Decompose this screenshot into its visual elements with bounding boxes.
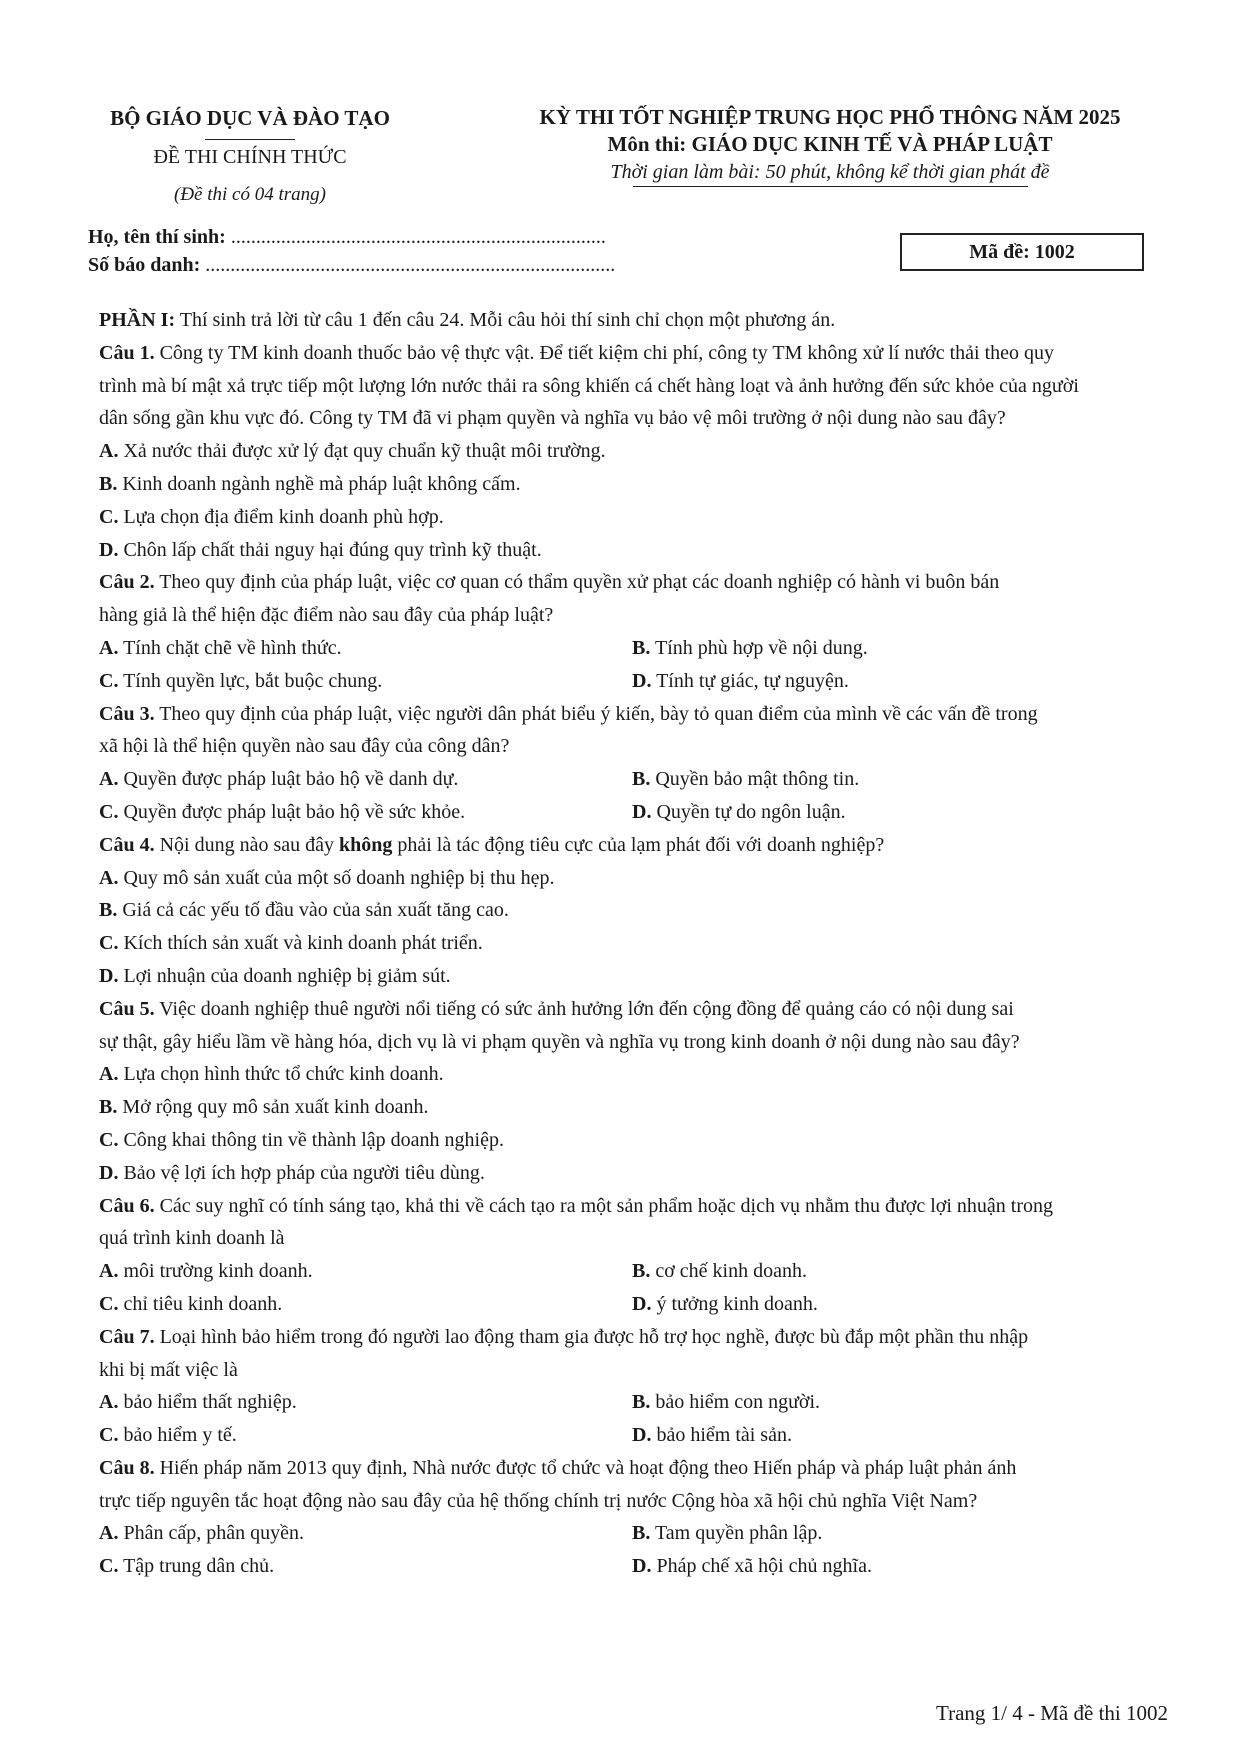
option-b: B. Giá cả các yếu tố đầu vào của sản xuất tăng cao. [99, 899, 509, 922]
option-b: B. Kinh doanh ngành nghề mà pháp luật không cấm. [99, 472, 521, 495]
option-row [99, 1255, 1165, 1288]
question-7-line: khi bị mất việc là [99, 1358, 238, 1381]
option-a: A. Quy mô sản xuất của một số doanh nghiệp bị thu hẹp. [99, 866, 555, 889]
header-left [100, 104, 400, 209]
question-1-line: dân sống gần khu vực đó. Công ty TM đã vi phạm quyền và nghĩa vụ bảo vệ môi trường ở nội dung nào sau đây? [99, 407, 1006, 430]
question-5-line: sự thật, gây hiểu lầm về hàng hóa, dịch vụ là vi phạm quyền và nghĩa vụ trong kinh doanh ở nội dung nào sau đây? [99, 1030, 1020, 1053]
option-d: D. Tính tự giác, tự nguyện. [632, 669, 849, 692]
page-footer: Trang 1/ 4 - Mã đề thi 1002 [936, 1701, 1168, 1725]
option-b: B. Mở rộng quy mô sản xuất kinh doanh. [99, 1096, 429, 1119]
option-c: C. Quyền được pháp luật bảo hộ về sức khỏe. [99, 800, 466, 823]
option-row [99, 1517, 1165, 1550]
candidate-id-blank: .................................................................................. [200, 254, 616, 276]
option-a: A. bảo hiểm thất nghiệp. [99, 1391, 297, 1414]
option-row [99, 1386, 1165, 1419]
option-a: A. Quyền được pháp luật bảo hộ về danh dự. [99, 768, 459, 791]
exam-code-box: Mã đề: 1002 [900, 233, 1144, 271]
time-note: Thời gian làm bài: 50 phút, không kể thời gian phát đề [610, 161, 1050, 183]
ministry-underline [205, 139, 295, 140]
option-b: B. Tính phù hợp về nội dung. [632, 636, 868, 659]
option-c: C. bảo hiểm y tế. [99, 1424, 237, 1447]
option-row [99, 1419, 1165, 1452]
question-8: Câu 8. Hiến pháp năm 2013 quy định, Nhà nước được tổ chức và hoạt động theo Hiến pháp và pháp luật phản ánh [99, 1456, 1017, 1479]
ministry-name: BỘ GIÁO DỤC VÀ ĐÀO TẠO [110, 106, 390, 130]
question-7: Câu 7. Loại hình bảo hiểm trong đó người lao động tham gia được hỗ trợ học nghề, được bù đắp một phần thu nhập [99, 1325, 1029, 1348]
option-row [99, 1550, 1165, 1583]
question-2: Câu 2. Theo quy định của pháp luật, việc cơ quan có thẩm quyền xử phạt các doanh nghiệp có hành vi buôn bán [99, 571, 1000, 594]
option-c: C. Tập trung dân chủ. [99, 1555, 275, 1578]
option-a: A. Lựa chọn hình thức tổ chức kinh doanh. [99, 1063, 444, 1086]
option-c: C. Kích thích sản xuất và kinh doanh phát triển. [99, 932, 483, 955]
time-underline [633, 186, 1028, 187]
question-6: Câu 6. Các suy nghĩ có tính sáng tạo, khả thi về cách tạo ra một sản phẩm hoặc dịch vụ nhằm thu được lợi nhuận trong [99, 1194, 1054, 1217]
option-c: C. Công khai thông tin về thành lập doanh nghiệp. [99, 1128, 504, 1151]
question-1-line: trình mà bí mật xả trực tiếp một lượng lớn nước thải ra sông khiến cá chết hàng loạt và ảnh hưởng đến sức khỏe của người [99, 374, 1079, 397]
option-a: A. Xả nước thải được xử lý đạt quy chuẩn kỹ thuật môi trường. [99, 440, 606, 463]
official-label: ĐỀ THI CHÍNH THỨC [153, 146, 347, 168]
option-a: A. môi trường kinh doanh. [99, 1260, 313, 1283]
option-b: B. Tam quyền phân lập. [632, 1522, 823, 1545]
option-b: B. bảo hiểm con người. [632, 1391, 821, 1414]
exam-subject: Môn thi: GIÁO DỤC KINH TẾ VÀ PHÁP LUẬT [607, 132, 1053, 156]
option-c: C. chỉ tiêu kinh doanh. [99, 1292, 283, 1315]
option-row [99, 763, 1165, 796]
option-d: D. Bảo vệ lợi ích hợp pháp của người tiêu dùng. [99, 1161, 485, 1184]
option-d: D. Lợi nhuận của doanh nghiệp bị giảm sút. [99, 964, 451, 987]
part-instruction: PHẦN I: Thí sinh trả lời từ câu 1 đến câu 24. Mỗi câu hỏi thí sinh chỉ chọn một phương án. [99, 309, 836, 331]
option-a: A. Phân cấp, phân quyền. [99, 1522, 304, 1545]
question-8-line: trực tiếp nguyên tắc hoạt động nào sau đây của hệ thống chính trị nước Cộng hòa xã hội chủ nghĩa Việt Nam? [99, 1489, 978, 1512]
option-a: A. Tính chặt chẽ về hình thức. [99, 636, 342, 659]
option-b: B. Quyền bảo mật thông tin. [632, 768, 860, 791]
candidate-name-blank: ........................................................................... [225, 226, 606, 248]
option-row [99, 1288, 1165, 1321]
option-row [99, 796, 1165, 829]
option-c: C. Lựa chọn địa điểm kinh doanh phù hợp. [99, 505, 444, 528]
question-6-line: quá trình kinh doanh là [99, 1227, 285, 1250]
option-row [99, 665, 1165, 698]
option-d: D. Quyền tự do ngôn luận. [632, 800, 846, 823]
question-5: Câu 5. Việc doanh nghiệp thuê người nổi tiếng có sức ảnh hưởng lớn đến cộng đồng để quảng cáo có nội dung sai [99, 997, 1014, 1020]
pages-note: (Đề thi có 04 trang) [174, 184, 326, 205]
exam-title: KỲ THI TỐT NGHIỆP TRUNG HỌC PHỔ THÔNG NĂM 2025 [539, 105, 1121, 129]
option-c: C. Tính quyền lực, bắt buộc chung. [99, 669, 383, 692]
candidate-id-label: Số báo danh: [88, 254, 201, 276]
question-4: Câu 4. Nội dung nào sau đây không phải là tác động tiêu cực của lạm phát đối với doanh nghiệp? [99, 833, 885, 856]
candidate-id-line [88, 254, 615, 277]
question-2-line: hàng giả là thể hiện đặc điểm nào sau đây của pháp luật? [99, 604, 554, 627]
option-d: D. bảo hiểm tài sản. [632, 1424, 792, 1447]
option-d: D. ý tưởng kinh doanh. [632, 1292, 818, 1315]
question-1: Câu 1. Công ty TM kinh doanh thuốc bảo vệ thực vật. Để tiết kiệm chi phí, công ty TM không xử lí nước thải theo quy [99, 341, 1055, 364]
candidate-name-label: Họ, tên thí sinh: [88, 226, 226, 248]
option-b: B. cơ chế kinh doanh. [632, 1260, 807, 1283]
candidate-name-line [88, 226, 606, 249]
option-row [99, 632, 1165, 665]
question-3-line: xã hội là thể hiện quyền nào sau đây của công dân? [99, 735, 510, 758]
question-body [99, 304, 1165, 1583]
emphasis-word: không [339, 833, 393, 856]
question-3: Câu 3. Theo quy định của pháp luật, việc người dân phát biểu ý kiến, bày tỏ quan điểm của mình về các vấn đề trong [99, 702, 1038, 725]
option-d: D. Chôn lấp chất thải nguy hại đúng quy trình kỹ thuật. [99, 538, 542, 561]
header-right [520, 104, 1140, 187]
option-d: D. Pháp chế xã hội chủ nghĩa. [632, 1555, 872, 1578]
